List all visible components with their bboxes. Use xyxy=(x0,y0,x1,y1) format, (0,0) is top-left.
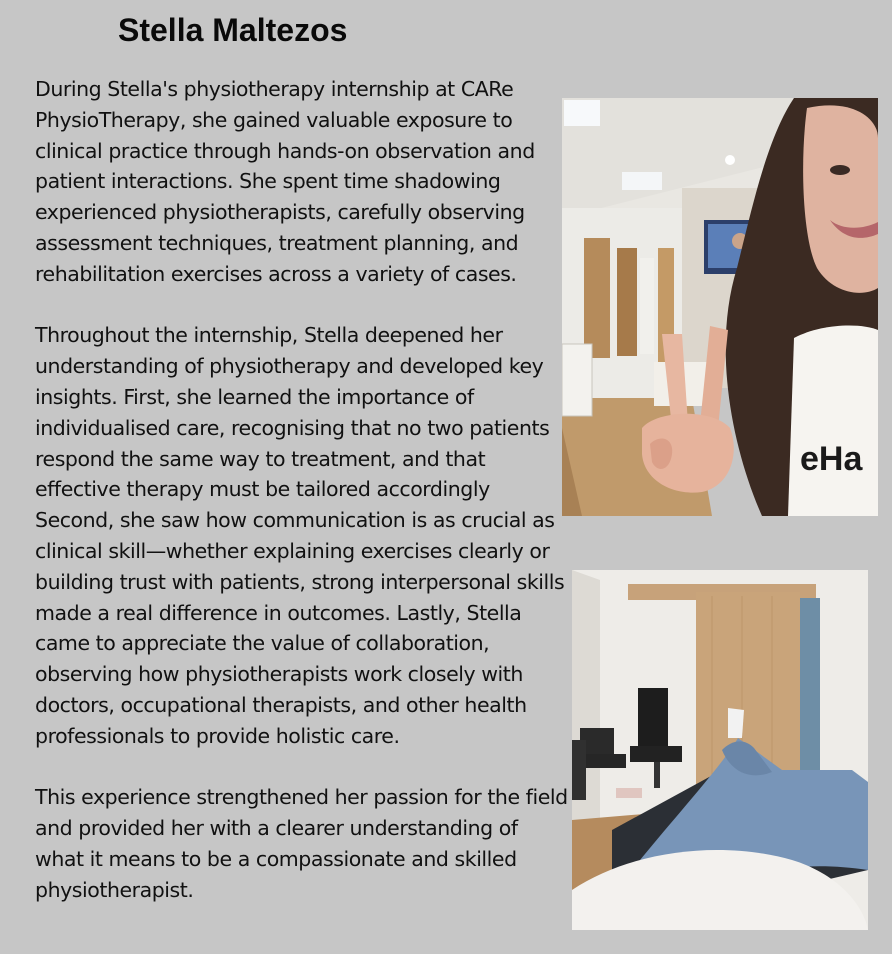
selfie-photo-icon xyxy=(562,98,878,516)
paragraph-intro: During Stella's physiotherapy internship at CARe PhysioTherapy, she gained valuable exposure to clinical practice through hands-on observation and patient interactions. She spent time shadowing experienced physiotherapists, carefully observing assessment techniques, treatment planning, and rehabilitation exercises across a variety of cases. xyxy=(35,77,535,286)
tshirt-print: eHa xyxy=(800,440,863,478)
paragraph-conclusion: This experience strengthened her passion for the field and provided her with a clearer understanding of what it means to be a compassionate and skilled physiotherapist. xyxy=(35,785,568,902)
clinic-room-photo xyxy=(572,570,868,930)
paragraph-insights: Throughout the internship, Stella deepened her understanding of physiotherapy and developed key insights. First, she learned the importance of individualised care, recognising that no two patients respond the same way to treatment, and that effective therapy must be tailored accordingly Second, she saw how communication is as crucial as clinical skill—whether explaining exercises clearly or building trust with patients, strong interpersonal skills made a real difference in outcomes. Lastly, Stella came to appreciate the value of collaboration, observing how physiotherapists work closely with doctors, occupational therapists, and other health professionals to provide holistic care. xyxy=(35,323,565,748)
clinic-room-photo-icon xyxy=(572,570,868,930)
article-body xyxy=(35,74,570,906)
page-title: Stella Maltezos xyxy=(118,12,348,48)
selfie-photo xyxy=(562,98,878,516)
